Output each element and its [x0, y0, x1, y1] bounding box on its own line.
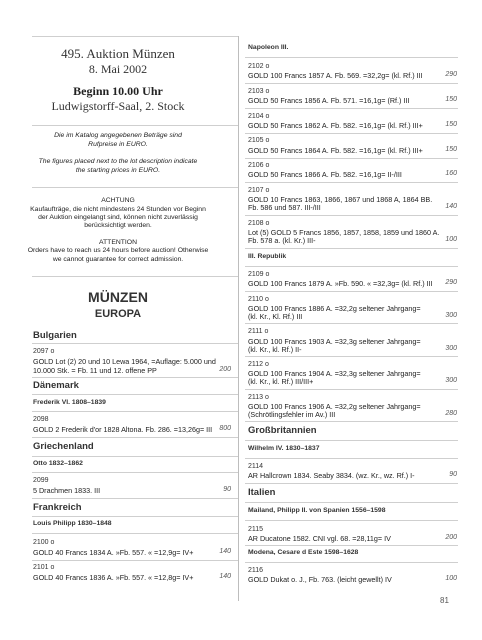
attention-line1: Orders have to reach us 24 hours before auction! Otherwise: [27, 247, 209, 254]
right-column: [245, 0, 482, 640]
divider: [245, 133, 458, 134]
lot-price: 200: [445, 534, 457, 541]
country-frankreich: Frankreich: [33, 502, 82, 513]
ruler-heading: Frederik VI. 1808–1839: [33, 399, 106, 406]
divider: [245, 266, 458, 267]
lot-description: GOLD Lot (2) 20 und 10 Lewa 1964, =Auflage: 5.000 und: [33, 357, 216, 366]
ruler-heading: III. Republik: [248, 253, 287, 260]
divider: [32, 187, 238, 188]
lot-price: 300: [445, 377, 457, 384]
lot-number: 2106 o: [248, 162, 270, 169]
lot-description: (kl. Kr., kl. Rf.) II-: [248, 345, 302, 354]
note-de-line2: Rufpreise in EURO.: [88, 141, 148, 148]
divider: [245, 57, 458, 58]
note-de-line1: Die im Katalog angegebenen Beträge sind: [54, 132, 182, 139]
section-title: MÜNZEN: [88, 289, 148, 305]
lot-description: GOLD 40 Francs 1836 A. »Fb. 557. « =12,8g= IV+: [33, 573, 194, 582]
achtung-title: ACHTUNG: [101, 197, 135, 204]
lot-description: GOLD 100 Francs 1906 A. =32,2g seltener Jahrgang=: [248, 402, 421, 411]
lot-price: 300: [445, 312, 457, 319]
lot-description: (kl. Kr., kl. Rf.) III/III+: [248, 377, 314, 386]
divider: [245, 215, 458, 216]
ruler-heading: Wilhelm IV. 1830–1837: [248, 445, 320, 452]
country-bulgarien: Bulgarien: [33, 330, 77, 341]
lot-number: 2101 o: [33, 564, 55, 571]
lot-number: 2098: [33, 416, 49, 423]
lot-description: GOLD 100 Francs 1904 A. =32,3g seltener Jahrgang=: [248, 369, 421, 378]
divider: [245, 158, 458, 159]
lot-description: GOLD 100 Francs 1886 A. =32,2g seltener Jahrgang=: [248, 304, 421, 313]
lot-description: (Schrötlingsfehler im Av.) III: [248, 410, 336, 419]
left-column: [0, 0, 236, 640]
lot-description: GOLD Dukat o. J., Fb. 763. (leicht gewellt) IV: [248, 575, 392, 584]
divider: [32, 394, 238, 395]
divider: [245, 421, 458, 422]
divider: [32, 377, 238, 378]
divider: [245, 545, 458, 546]
lot-description: AR Ducatone 1582. CNI vgl. 68. =28,11g= IV: [248, 534, 391, 543]
lot-description: Fb. 586 und 587. III-/III: [248, 203, 321, 212]
divider: [32, 498, 238, 499]
lot-description: GOLD 50 Francs 1866 A. Fb. 582. =16,1g= II-/III: [248, 170, 402, 179]
lot-price: 300: [445, 345, 457, 352]
divider: [245, 83, 458, 84]
lot-description: GOLD 50 Francs 1862 A. Fb. 582. =16,1g= (kl. Rf.) III+: [248, 121, 423, 130]
divider: [245, 323, 458, 324]
divider: [32, 472, 238, 473]
section-subtitle: EUROPA: [94, 308, 142, 320]
achtung-line1: Kaufaufträge, die nicht mindestens 24 Stunden vor Beginn: [30, 206, 206, 213]
lot-description: 5 Drachmen 1833. III: [33, 486, 101, 495]
lot-number: 2104 o: [248, 113, 270, 120]
lot-number: 2105 o: [248, 137, 270, 144]
lot-price: 140: [219, 548, 231, 555]
lot-number: 2099: [33, 477, 49, 484]
attention-line2: we cannot guarantee for correct admission.: [52, 256, 184, 263]
country-griechenland: Griechenland: [33, 441, 94, 452]
lot-number: 2108 o: [248, 220, 270, 227]
lot-number: 2103 o: [248, 88, 270, 95]
note-en-line2: the starting prices in EURO.: [75, 167, 161, 174]
divider: [245, 483, 458, 484]
divider: [245, 291, 458, 292]
divider: [245, 108, 458, 109]
lot-number: 2110 o: [248, 296, 269, 303]
divider: [245, 458, 458, 459]
divider: [32, 560, 238, 561]
divider: [245, 520, 458, 521]
lot-description: AR Hallcrown 1834. Seaby 3834. (wz. Kr., wz. Rf.) I-: [248, 471, 415, 480]
column-divider: [238, 36, 239, 601]
divider: [245, 248, 458, 249]
lot-number: 2102 o: [248, 63, 270, 70]
lot-price: 100: [445, 575, 457, 582]
ruler-heading: Mailand, Philipp II. von Spanien 1556–1598: [248, 507, 386, 514]
auction-title: 495. Auktion Münzen: [61, 46, 175, 61]
ruler-heading: Louis Philipp 1830–1848: [33, 520, 112, 527]
divider: [32, 276, 238, 277]
lot-number: 2112 o: [248, 361, 269, 368]
country-grossbritannien: Großbritannien: [248, 425, 317, 436]
divider: [245, 389, 458, 390]
lot-description: Lot (5) GOLD 5 Francs 1856, 1857, 1858, 1859 und 1860 A.: [248, 228, 440, 237]
achtung-line3: berücksichtigt werden.: [84, 222, 152, 229]
note-en-line1: The figures placed next to the lot description indicate: [38, 158, 198, 165]
lot-price: 90: [223, 486, 231, 493]
divider: [32, 533, 238, 534]
ruler-heading: Modena, Cesare d Este 1598–1628: [248, 549, 359, 556]
attention-title: ATTENTION: [98, 239, 137, 246]
lot-price: 150: [445, 96, 457, 103]
lot-price: 800: [219, 425, 231, 432]
lot-number: 2111 o: [248, 328, 269, 335]
lot-price: 200: [219, 366, 231, 373]
lot-number: 2109 o: [248, 271, 270, 278]
country-italien: Italien: [248, 487, 276, 498]
lot-description: GOLD 40 Francs 1834 A. »Fb. 557. « =12,9g= IV+: [33, 548, 194, 557]
lot-description: GOLD 2 Frederik d'or 1828 Altona. Fb. 286. =13,26g= III: [33, 425, 213, 434]
lot-number: 2097 o: [33, 348, 55, 355]
lot-price: 290: [445, 71, 457, 78]
lot-price: 280: [445, 410, 457, 417]
ruler-heading: Napoleon III.: [248, 44, 289, 51]
lot-price: 150: [445, 146, 457, 153]
divider: [245, 502, 458, 503]
lot-description: GOLD 10 Francs 1863, 1866, 1867 und 1868 A, 1864 BB.: [248, 195, 433, 204]
divider: [245, 440, 458, 441]
lot-description: GOLD 100 Francs 1879 A. »Fb. 590. « =32,3g= (kl. Rf.) III: [248, 279, 433, 288]
lot-number: 2114: [248, 463, 264, 470]
divider: [245, 562, 458, 563]
divider: [32, 516, 238, 517]
lot-price: 140: [219, 573, 231, 580]
page-number: 81: [440, 596, 449, 605]
divider: [32, 456, 238, 457]
lot-number: 2107 o: [248, 187, 270, 194]
lot-number: 2115: [248, 526, 264, 533]
lot-number: 2116: [248, 567, 264, 574]
lot-price: 140: [445, 203, 457, 210]
lot-number: 2100 o: [33, 539, 55, 546]
divider: [245, 182, 458, 183]
lot-price: 290: [445, 279, 457, 286]
divider: [32, 437, 238, 438]
lot-price: 90: [449, 471, 457, 478]
lot-price: 100: [445, 236, 457, 243]
ruler-heading: Otto 1832–1862: [33, 460, 83, 467]
divider: [32, 411, 238, 412]
venue: Ludwigstorff-Saal, 2. Stock: [51, 99, 185, 113]
divider: [32, 125, 238, 126]
lot-price: 150: [445, 121, 457, 128]
lot-description: GOLD 50 Francs 1856 A. Fb. 571. =16,1g= (Rf.) III: [248, 96, 410, 105]
achtung-line2: der Auktion eingelangt sind, können nicht zuverlässig: [38, 214, 198, 221]
lot-description: GOLD 100 Francs 1903 A. =32,3g seltener Jahrgang=: [248, 337, 421, 346]
start-time: Beginn 10.00 Uhr: [73, 84, 163, 98]
lot-description: 10.000 Stk. = Fb. 11 und 12. offene PP: [33, 366, 157, 375]
divider: [245, 356, 458, 357]
country-daenemark: Dänemark: [33, 380, 79, 391]
lot-description: (kl. Kr., Kl. Rf.) III: [248, 312, 303, 321]
lot-description: Fb. 578 a. (kl. Kr.) III-: [248, 236, 316, 245]
lot-number: 2113 o: [248, 394, 269, 401]
auction-date: 8. Mai 2002: [88, 62, 148, 76]
divider: [32, 36, 238, 37]
divider: [32, 343, 238, 344]
lot-description: GOLD 50 Francs 1864 A. Fb. 582. =16,1g= (kl. Rf.) III+: [248, 146, 423, 155]
lot-price: 160: [445, 170, 457, 177]
lot-description: GOLD 100 Francs 1857 A. Fb. 569. =32,2g= (kl. Rf.) III: [248, 71, 423, 80]
